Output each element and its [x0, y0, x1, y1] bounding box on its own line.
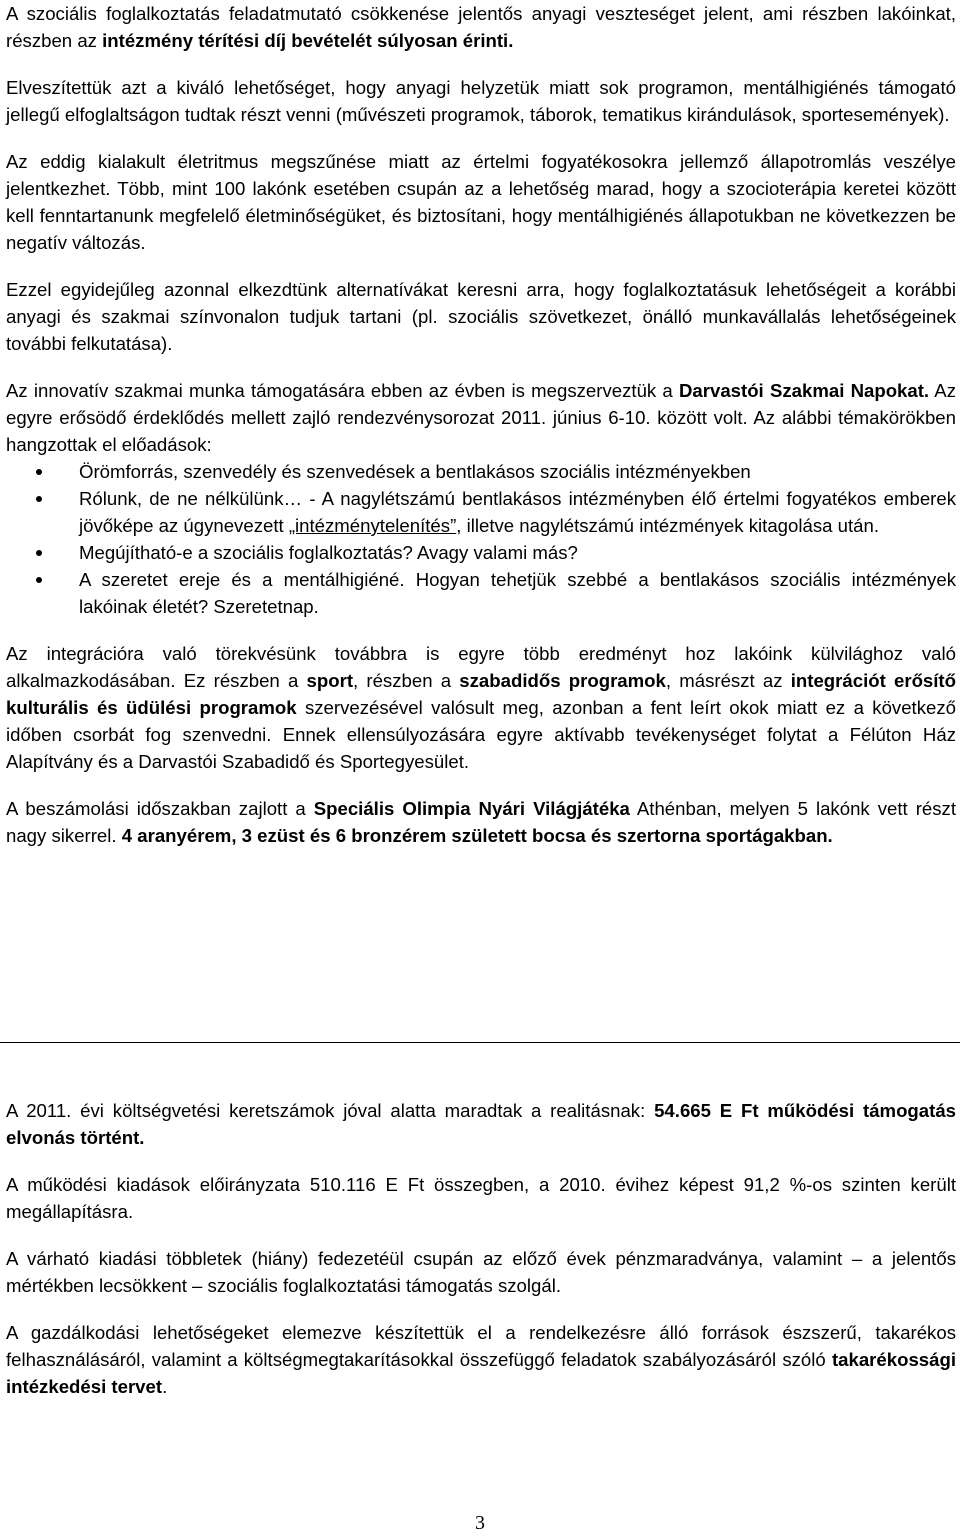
document-body	[6, 0, 956, 869]
bold-text: intézmény térítési díj bevételét súlyosan érinti.	[102, 30, 514, 51]
budget-section	[6, 1097, 956, 1420]
paragraph-olimpia: A beszámolási időszakban zajlott a Speciális Olimpia Nyári Világjátéka Athénban, melyen 5 lakónk vett részt nagy sikerrel. 4 aranyérem, 3 ezüst és 6 bronzérem született bocsa és szertorna sportágakban.	[6, 798, 956, 846]
bold-text: Speciális Olimpia Nyári Világjátéka	[313, 798, 630, 819]
bullet-icon	[36, 496, 42, 502]
list-item: Rólunk, de ne nélkülünk… - A nagylétszámú bentlakásos intézményben élő értelmi fogyatékos emberek jövőképe az úgynevezett „intézménytelenítés”, illetve nagylétszámú intézmények kitagolása után.	[6, 485, 956, 539]
bullet-icon	[36, 577, 42, 583]
bold-text: sport	[306, 670, 354, 691]
horizontal-divider	[0, 1042, 960, 1043]
bold-text: 54.665 E Ft működési támogatás elvonás történt.	[6, 1100, 957, 1148]
paragraph-eletritmus: Az eddig kialakult életritmus megszűnése miatt az értelmi fogyatékosokra jellemző állapotromlás veszélye jelentkezhet. Több, mint 100 lakónk esetében csupán az a lehetőség marad, hogy a szocioterápia keretei között kell fenntartanunk megfelelő életminőségüket, és biztosítani, hogy mentálhigiénés állapotukban ne következzen be negatív változás.	[6, 151, 956, 253]
paragraph-takarekossag: A gazdálkodási lehetőségeket elemezve készítettük el a rendelkezésre álló források észszerű, takarékos felhasználásáról, valamint a költségmegtakarításokkal összefüggő feladatok szabályozásáról szóló takarékossági intézkedési tervet.	[6, 1322, 956, 1397]
paragraph-keretszamok: A 2011. évi költségvetési keretszámok jóval alatta maradtak a realitásnak: 54.665 E Ft működési támogatás elvonás történt.	[6, 1100, 957, 1148]
bold-text: integrációt erősítő kulturális és üdülési programok	[6, 670, 956, 718]
list-item: Örömforrás, szenvedély és szenvedések a bentlakásos szociális intézményekben	[6, 458, 956, 485]
paragraph-szakmai-napok: Az innovatív szakmai munka támogatására ebben az évben is megszerveztük a Darvastói Szakmai Napokat. Az egyre erősödő érdeklődés mellett zajló rendezvénysorozat 2011. június 6-10. között volt. Az alábbi témakörökben hangzottak el előadások:	[6, 380, 956, 455]
bullet-icon	[36, 469, 42, 475]
bold-text: Darvastói Szakmai Napokat.	[678, 380, 930, 401]
list-item: Megújítható-e a szociális foglalkoztatás? Avagy valami más?	[6, 539, 956, 566]
underlined-text: „intézménytelenítés”	[288, 515, 457, 536]
paragraph-eloiranyzat: A működési kiadások előirányzata 510.116 E Ft összegben, a 2010. évihez képest 91,2 %-os szinten került megállapításra.	[6, 1174, 956, 1222]
bullet-icon	[36, 550, 42, 556]
paragraph-foglalkoztatas: A szociális foglalkoztatás feladatmutató csökkenése jelentős anyagi veszteséget jelent, ami részben lakóinkat, részben az intézmény térítési díj bevételét súlyosan érinti.	[6, 3, 956, 51]
bold-text: takarékossági intézkedési tervet	[6, 1349, 956, 1397]
page-number: 3	[475, 1512, 485, 1534]
bold-text: szabadidős programok	[459, 670, 666, 691]
paragraph-alternativak: Ezzel egyidejűleg azonnal elkezdtünk alternatívákat keresni arra, hogy foglalkoztatásuk lehetőségeit a korábbi anyagi és szakmai színvonalon tudjuk tartani (pl. szociális szövetkezet, önálló munkavállalás lehetőségeinek további felkutatása).	[6, 279, 956, 354]
bold-text: 4 aranyérem, 3 ezüst és 6 bronzérem született bocsa és szertorna sportágakban.	[121, 825, 833, 846]
paragraph-integracio: Az integrációra való törekvésünk továbbra is egyre több eredményt hoz lakóink külvilághoz való alkalmazkodásában. Ez részben a sport, részben a szabadidős programok, másrészt az integrációt erősítő kulturális és üdülési programok szervezésével valósult meg, azonban a fent leírt okok miatt ez a következő időben csorbát fog szenvedni. Ennek ellensúlyozására egyre aktívabb tevékenységet folytat a Félúton Ház Alapítvány és a Darvastói Szabadidő és Sportegyesület.	[6, 643, 956, 772]
list-item: A szeretet ereje és a mentálhigiéné. Hogyan tehetjük szebbé a bentlakásos szociális intézmények lakóinak életét? Szeretetnap.	[6, 566, 956, 620]
topic-list	[6, 458, 956, 620]
paragraph-kiadasi-tobbletek: A várható kiadási többletek (hiány) fedezetéül csupán az előző évek pénzmaradványa, valamint – a jelentős mértékben lecsökkent – szociális foglalkoztatási támogatás szolgál.	[6, 1248, 956, 1296]
paragraph-programok: Elveszítettük azt a kiváló lehetőséget, hogy anyagi helyzetük miatt sok programon, mentálhigiénés támogató jellegű elfoglaltságon tudtak részt venni (művészeti programok, táborok, tematikus kirándulások, sportesemények).	[6, 77, 956, 125]
